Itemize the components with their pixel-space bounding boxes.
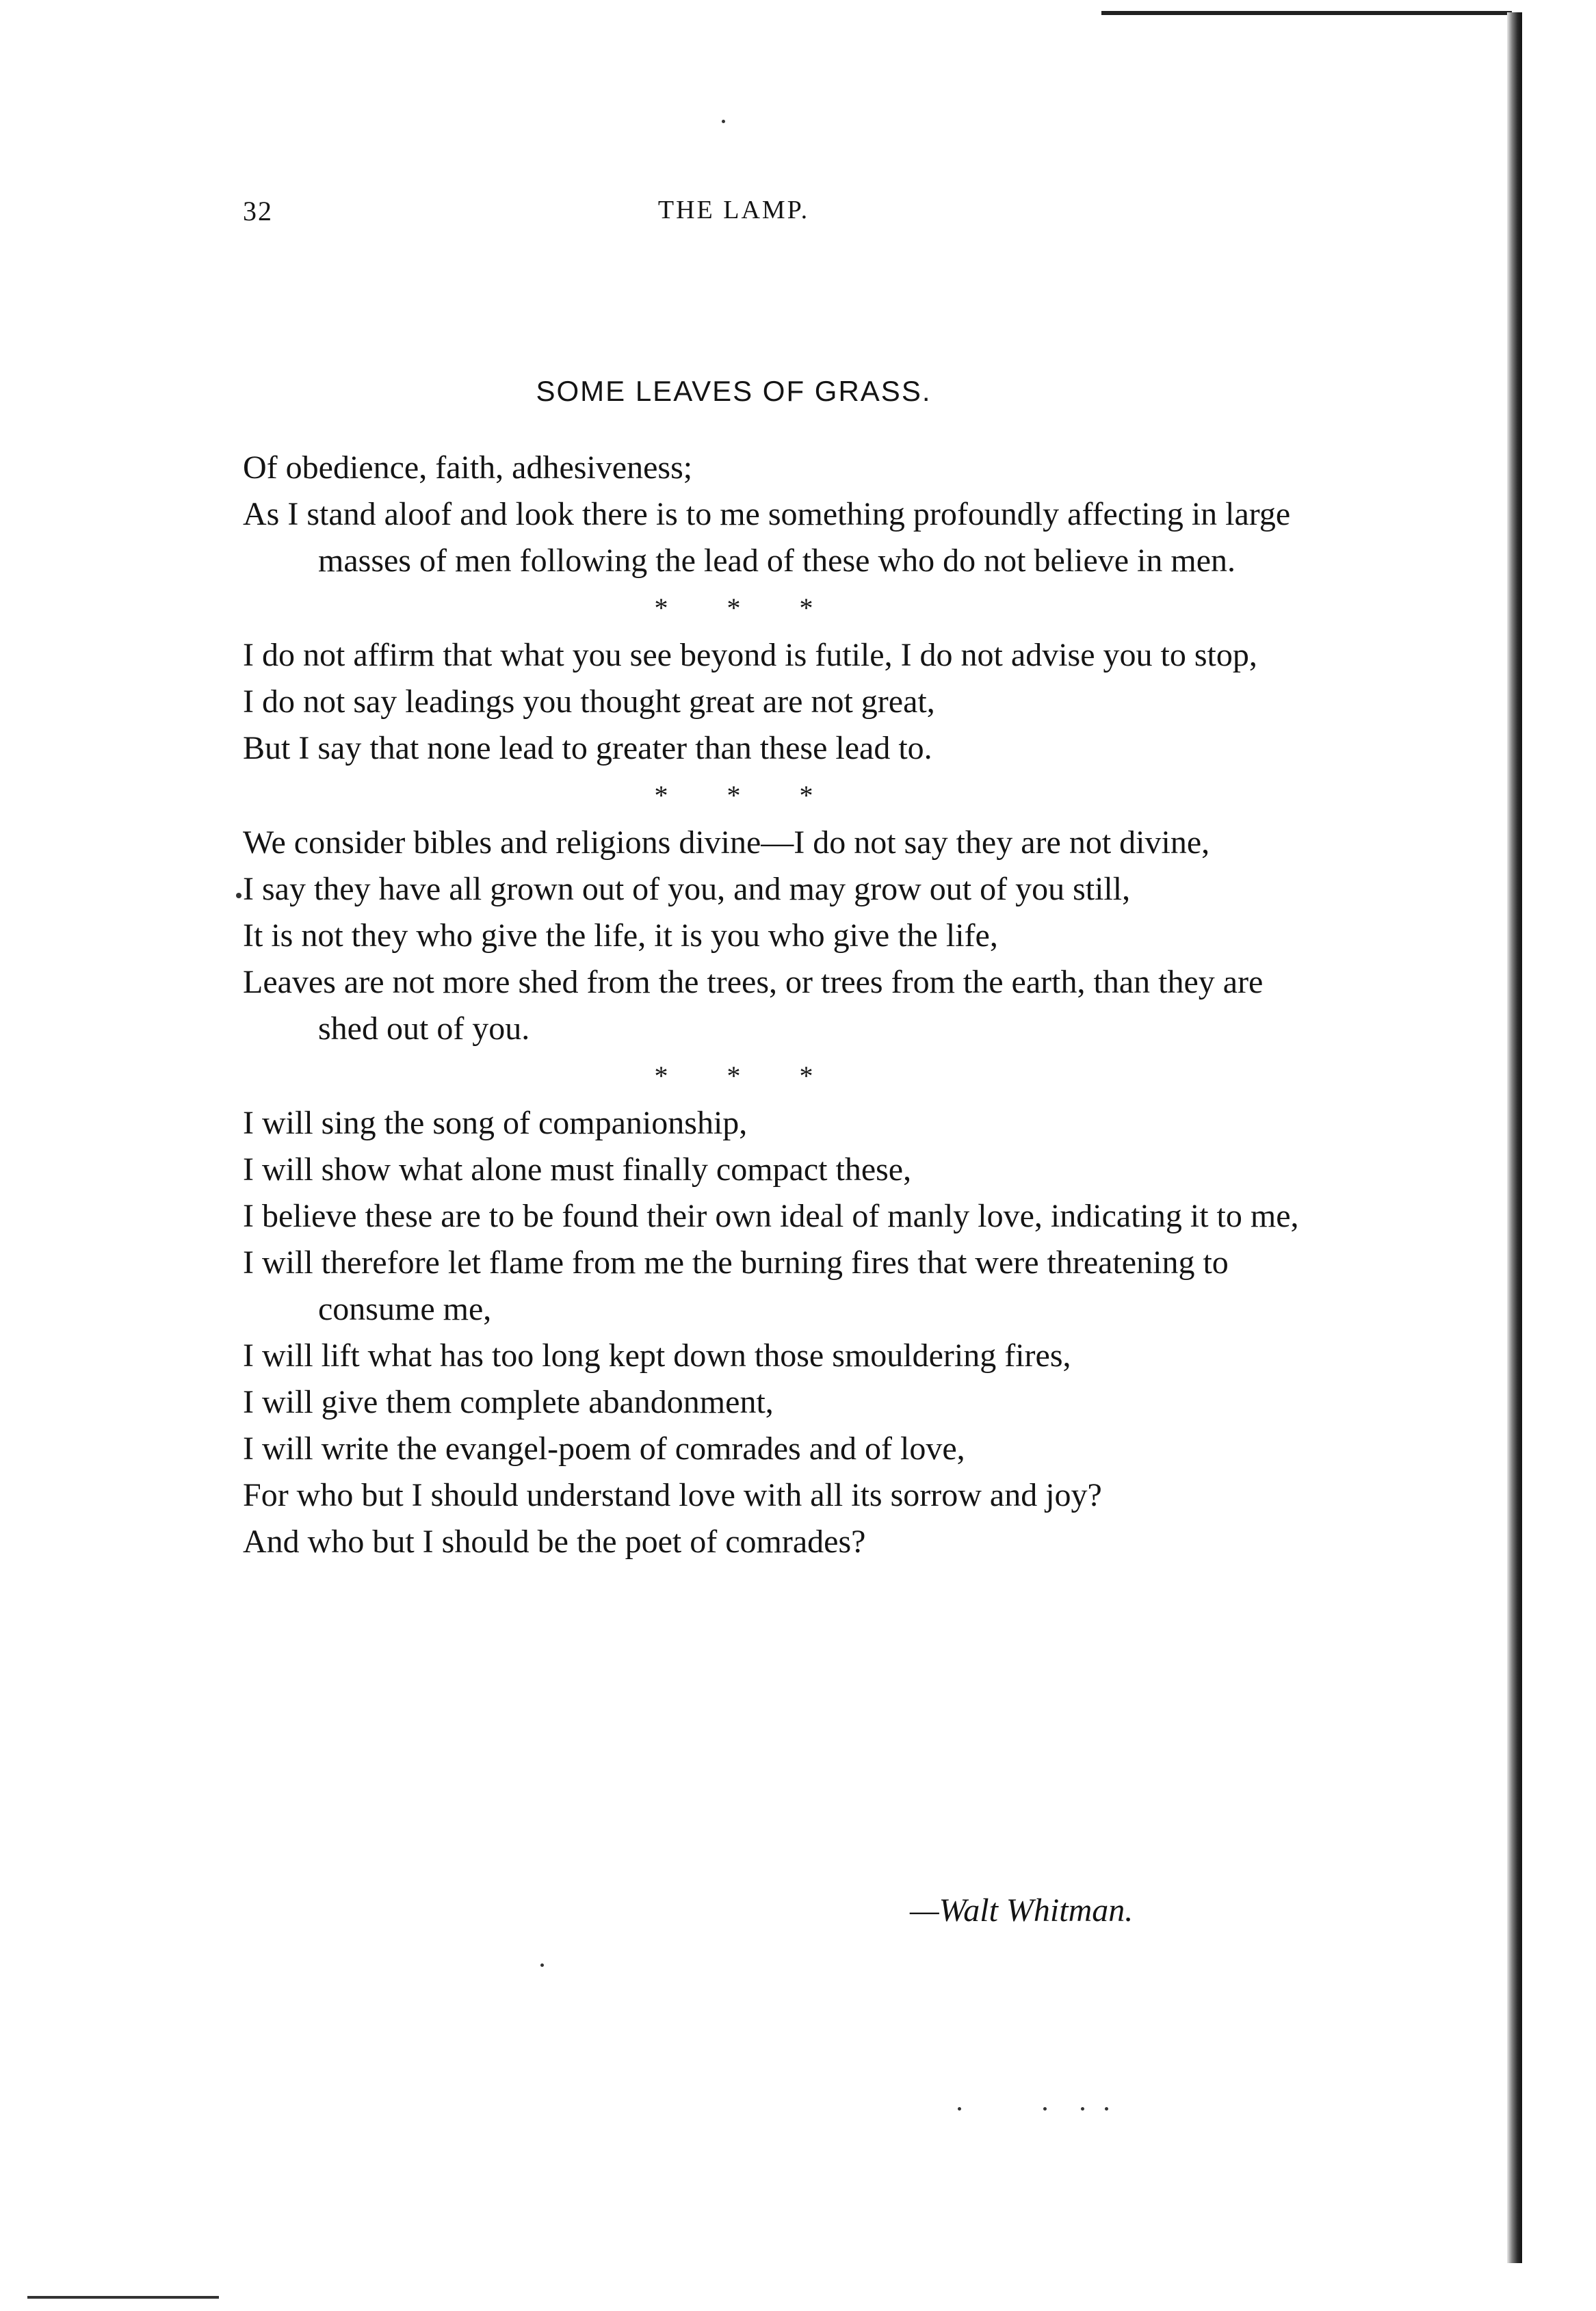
stanza-separator: * * * xyxy=(654,592,839,623)
verse-line xyxy=(243,1426,1300,1472)
verse-text: Leaves are not more shed from the trees, or trees from the earth, than they are shed out of you. xyxy=(243,964,1264,1047)
verse-text: I do not affirm that what you see beyond is futile, I do not advise you to stop, xyxy=(243,637,1257,673)
verse-text: But I say that none lead to greater than these lead to. xyxy=(243,730,932,766)
scan-speck xyxy=(540,1963,544,1967)
verse-line xyxy=(243,1147,1300,1193)
binding-shadow xyxy=(1507,12,1522,2263)
verse-line xyxy=(243,725,1300,772)
verse-line xyxy=(243,1379,1300,1426)
verse-text: For who but I should understand love with all its sorrow and joy? xyxy=(243,1477,1102,1513)
verse-text: Of obedience, faith, adhesiveness; xyxy=(243,449,693,486)
stanza xyxy=(243,445,1291,584)
verse-line xyxy=(243,632,1300,679)
verse-text: I will give them complete abandonment, xyxy=(243,1384,774,1420)
scan-speck xyxy=(1081,2107,1084,2111)
scan-speck xyxy=(1043,2107,1047,2111)
scan-speck xyxy=(958,2107,961,2111)
scan-top-rule xyxy=(1101,11,1512,15)
verse-text: And who but I should be the poet of comrades? xyxy=(243,1524,866,1560)
poem-body xyxy=(243,445,1299,1565)
verse-line xyxy=(243,1472,1300,1519)
stanza-separator: * * * xyxy=(654,1060,839,1091)
poem-title: SOME LEAVES OF GRASS. xyxy=(536,375,932,407)
running-title: THE LAMP. xyxy=(657,196,810,224)
page-number: 32 xyxy=(243,196,273,226)
stanza xyxy=(243,820,1283,1052)
scan-speck xyxy=(722,120,725,123)
verse-line xyxy=(243,866,1300,913)
verse-line xyxy=(243,1240,1300,1333)
verse-text: I will write the evangel-poem of comrades and of love, xyxy=(243,1431,965,1467)
stanza-separator: * * * xyxy=(654,780,839,811)
verse-line xyxy=(243,820,1300,866)
scan-speck xyxy=(1105,2107,1108,2111)
verse-line xyxy=(243,445,1300,491)
page-header xyxy=(243,195,1225,236)
stanza xyxy=(243,632,1283,772)
verse-text: It is not they who give the life, it is you who give the life, xyxy=(243,917,998,954)
verse-text: I believe these are to be found their own ideal of manly love, indicating it to me, xyxy=(243,1198,1299,1234)
scan-speck xyxy=(236,893,241,898)
verse-line xyxy=(243,1193,1300,1240)
verse-text: As I stand aloof and look there is to me something profoundly affecting in large masses of men following the lead of these who do not believe in men. xyxy=(243,496,1291,579)
verse-text: I will sing the song of companionship, xyxy=(243,1105,748,1141)
verse-text: We consider bibles and religions divine—I do not say they are not divine, xyxy=(243,824,1210,861)
verse-line xyxy=(243,1333,1300,1379)
verse-line xyxy=(243,491,1300,584)
verse-text: I will therefore let flame from me the burning fires that were threatening to consume me, xyxy=(243,1244,1229,1327)
verse-line xyxy=(243,913,1300,959)
verse-text: I will show what alone must finally compact these, xyxy=(243,1151,912,1188)
attribution: —Walt Whitman. xyxy=(910,1892,1134,1929)
verse-line xyxy=(243,679,1300,725)
verse-text: I will lift what has too long kept down those smouldering fires, xyxy=(243,1337,1071,1374)
verse-line xyxy=(243,1100,1300,1147)
verse-text: I do not say leadings you thought great are not great, xyxy=(243,683,935,720)
binding-edge xyxy=(1502,0,1526,2311)
verse-line xyxy=(243,1519,1300,1565)
verse-text: I say they have all grown out of you, and may grow out of you still, xyxy=(243,871,1131,907)
verse-line xyxy=(243,959,1300,1052)
scan-bottom-rule xyxy=(27,2296,219,2299)
stanza xyxy=(243,1100,1299,1565)
